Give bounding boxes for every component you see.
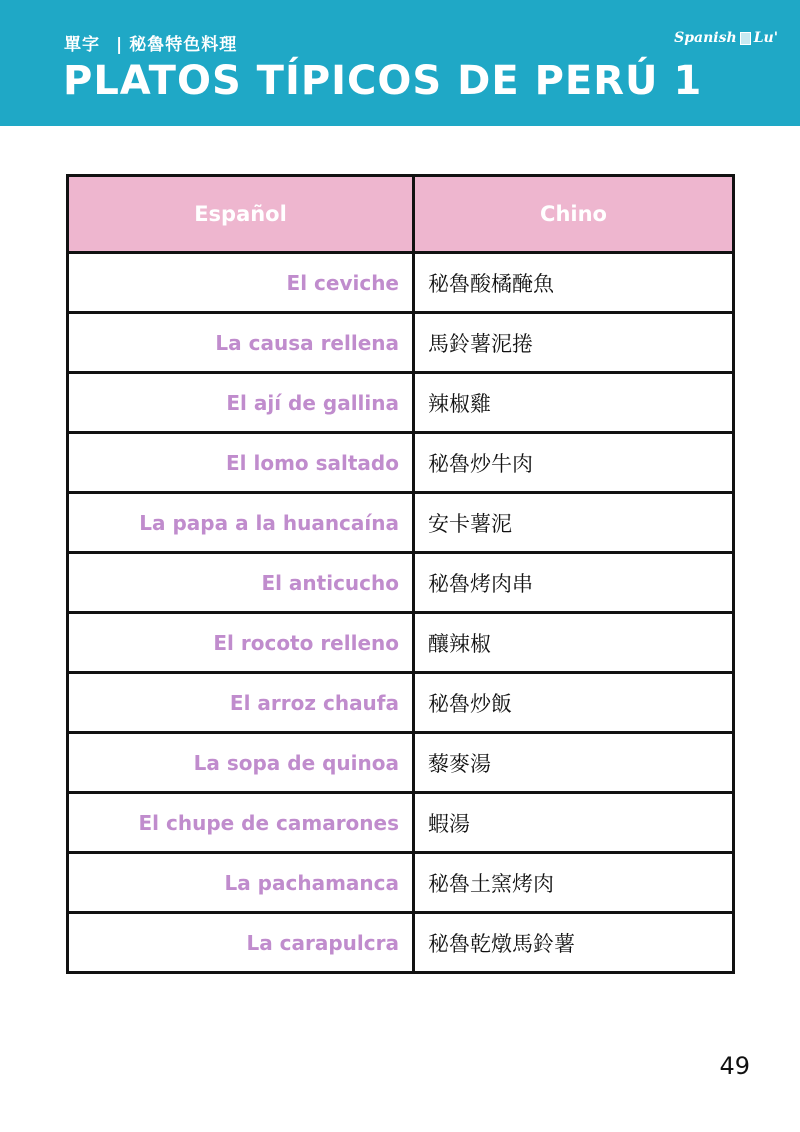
chinese-term: 秘魯烤肉串 [414, 553, 734, 613]
chinese-term: 秘魯炒牛肉 [414, 433, 734, 493]
kicker-topic: 秘魯特色料理 [129, 35, 238, 55]
kicker-divider: | [116, 35, 124, 55]
table-row [68, 913, 734, 973]
chinese-term: 秘魯土窯烤肉 [414, 853, 734, 913]
flag-icon [740, 32, 751, 45]
table-row [68, 493, 734, 553]
table-row [68, 793, 734, 853]
page-number: 49 [719, 1052, 750, 1080]
table-row [68, 673, 734, 733]
spanish-term: El rocoto relleno [68, 613, 414, 673]
chinese-term: 秘魯酸橘醃魚 [414, 253, 734, 313]
table-row [68, 613, 734, 673]
table-row [68, 853, 734, 913]
table-row [68, 553, 734, 613]
brand-logo [674, 30, 778, 46]
column-header-spanish: Español [68, 176, 414, 253]
spanish-term: El ceviche [68, 253, 414, 313]
table-row [68, 433, 734, 493]
spanish-term: El chupe de camarones [68, 793, 414, 853]
spanish-term: La papa a la huancaína [68, 493, 414, 553]
brand-suffix: Lu' [753, 30, 778, 46]
kicker-label: 單字 [64, 35, 100, 55]
spanish-term: La pachamanca [68, 853, 414, 913]
spanish-term: La sopa de quinoa [68, 733, 414, 793]
chinese-term: 釀辣椒 [414, 613, 734, 673]
column-header-chinese: Chino [414, 176, 734, 253]
table-row [68, 253, 734, 313]
spanish-term: El arroz chaufa [68, 673, 414, 733]
table-row [68, 373, 734, 433]
chinese-term: 辣椒雞 [414, 373, 734, 433]
section-kicker [64, 30, 237, 55]
chinese-term: 秘魯炒飯 [414, 673, 734, 733]
table-row [68, 733, 734, 793]
brand-name: Spanish [674, 30, 737, 46]
page-title: PLATOS TÍPICOS DE PERÚ 1 [63, 58, 703, 104]
table-row [68, 313, 734, 373]
chinese-term: 藜麥湯 [414, 733, 734, 793]
chinese-term: 馬鈴薯泥捲 [414, 313, 734, 373]
spanish-term: El lomo saltado [68, 433, 414, 493]
header-banner [0, 0, 800, 126]
spanish-term: La carapulcra [68, 913, 414, 973]
spanish-term: El ají de gallina [68, 373, 414, 433]
chinese-term: 安卡薯泥 [414, 493, 734, 553]
vocabulary-table [66, 174, 735, 974]
chinese-term: 秘魯乾燉馬鈴薯 [414, 913, 734, 973]
spanish-term: La causa rellena [68, 313, 414, 373]
table-header-row [68, 176, 734, 253]
chinese-term: 蝦湯 [414, 793, 734, 853]
spanish-term: El anticucho [68, 553, 414, 613]
